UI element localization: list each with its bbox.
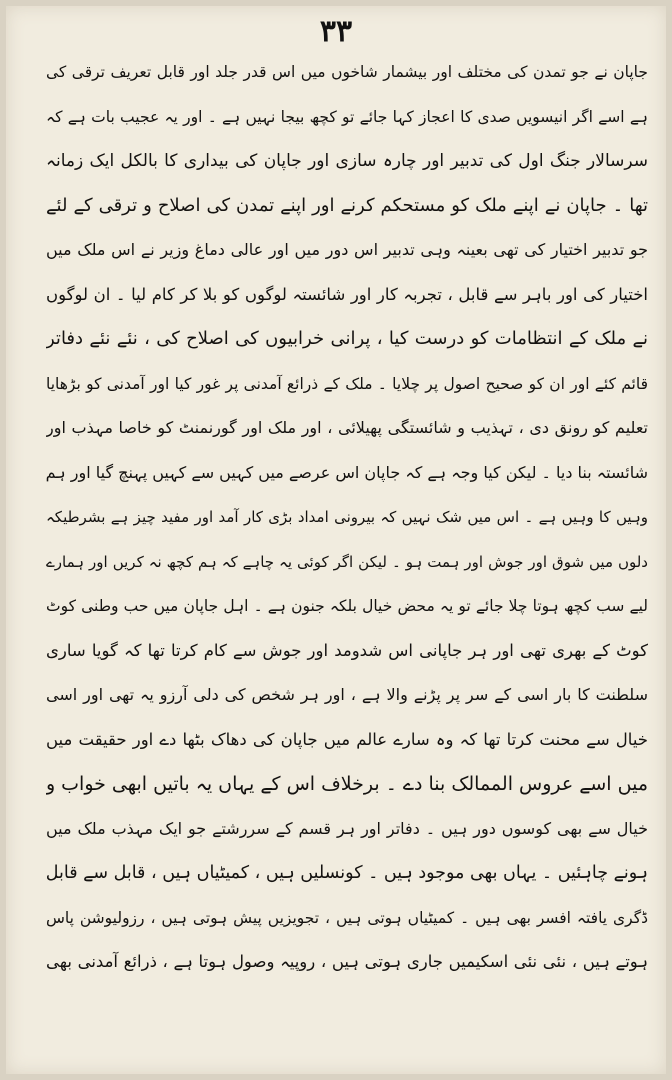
text-line: خیال سے بھی کوسوں دور ہیں ۔ دفاتر اور ہر قسم کے سررشتے جو ایک مہذب ملک میں <box>46 818 648 838</box>
text-line: سرسالار جنگ اول کی تدبیر اور چارہ سازی اور جاپان کی بیداری کا بالکل ایک زمانہ <box>46 151 648 171</box>
text-line: لیے سب کچھ ہوتا چلا جائے تو یہ محض خیال بلکہ جنون ہے ۔ اہل جاپان میں حب وطنی کوٹ <box>46 597 648 615</box>
text-line: نے ملک کے انتظامات کو درست کیا ، پرانی خرابیوں کی اصلاح کی ، نئے نئے دفاتر <box>46 328 648 349</box>
text-line: قائم کئے اور ان کو صحیح اصول پر چلایا ۔ ملک کے ذرائع آمدنی پر غور کیا اور آمدنی کو بڑھایا <box>46 374 648 393</box>
text-line: ہے اسے اگر انیسویں صدی کا اعجاز کہا جائے تو کچھ بیجا نہیں ہے ۔ اور یہ عجیب بات ہے کہ <box>46 107 648 126</box>
text-line: ہوتے ہیں ، نئی نئی اسکیمیں جاری ہوتی ہیں ، روپیہ وصول ہوتا ہے ، ذرائع آمدنی بھی <box>46 952 648 971</box>
text-line: ڈگری یافتہ افسر بھی ہیں ۔ کمیٹیاں ہوتی ہیں ، تجویزیں پیش ہوتی ہیں ، رزولیوشن پاس <box>46 908 648 927</box>
text-line: خیال سے محنت کرتا تھا کہ وہ سارے عالم میں جاپان کی دھاک بٹھا دے اور حقیقت میں <box>46 729 648 749</box>
text-line: جاپان نے جو تمدن کی مختلف اور بیشمار شاخوں میں اس قدر جلد اور قابل تعریف ترقی کی <box>46 63 648 81</box>
text-line: ہونے چاہئیں ۔ یہاں بھی موجود ہیں ۔ کونسلیں ہیں ، کمیٹیاں ہیں ، قابل سے قابل <box>46 863 648 883</box>
text-line: وہیں کا وہیں ہے ۔ اس میں شک نہیں کہ بیرونی امداد بڑی کار آمد اور مفید چیز ہے بشرطیکہ <box>46 508 648 526</box>
text-line: اختیار کی اور باہر سے قابل ، تجربہ کار اور شائستہ لوگوں کو بلا کر کام لیا ۔ ان لوگوں <box>46 284 648 304</box>
page-number: ۳۳ <box>319 14 353 49</box>
text-line: دلوں میں شوق اور جوش اور ہمت ہو ۔ لیکن اگر کوئی یہ چاہے کہ ہم کچھ نہ کریں اور ہمارے <box>46 552 648 571</box>
body-text <box>46 50 648 985</box>
text-line: کوٹ کے بھری تھی اور ہر جاپانی اس شدومد اور جوش سے کام کرتا تھا کہ گویا ساری <box>46 640 648 660</box>
text-line: جو تدبیر اختیار کی تھی بعینہ وہی تدبیر اس دور میں اور عالی دماغ وزیر نے اس ملک میں <box>46 240 648 259</box>
book-page <box>6 6 666 1074</box>
text-line: شائستہ بنا دیا ۔ لیکن کیا وجہ ہے کہ جاپان اس عرصے میں کہیں سے کہیں پہنچ گیا اور ہم <box>46 462 648 482</box>
text-line: سلطنت کا بار اسی کے سر پر پڑنے والا ہے ، اور ہر شخص کی دلی آرزو یہ تھی اور اسی <box>46 685 648 704</box>
text-line: میں اسے عروس الممالک بنا دے ۔ برخلاف اس کے یہاں یہ باتیں ابھی خواب و <box>46 773 648 795</box>
text-line: تعلیم کو رونق دی ، تہذیب و شائستگی پھیلائی ، اور ملک اور گورنمنٹ کو خاصا مہذب اور <box>46 418 648 437</box>
text-line: تھا ۔ جاپان نے اپنے ملک کو مستحکم کرنے اور اپنے تمدن کی اصلاح و ترقی کے لئے <box>46 194 648 216</box>
